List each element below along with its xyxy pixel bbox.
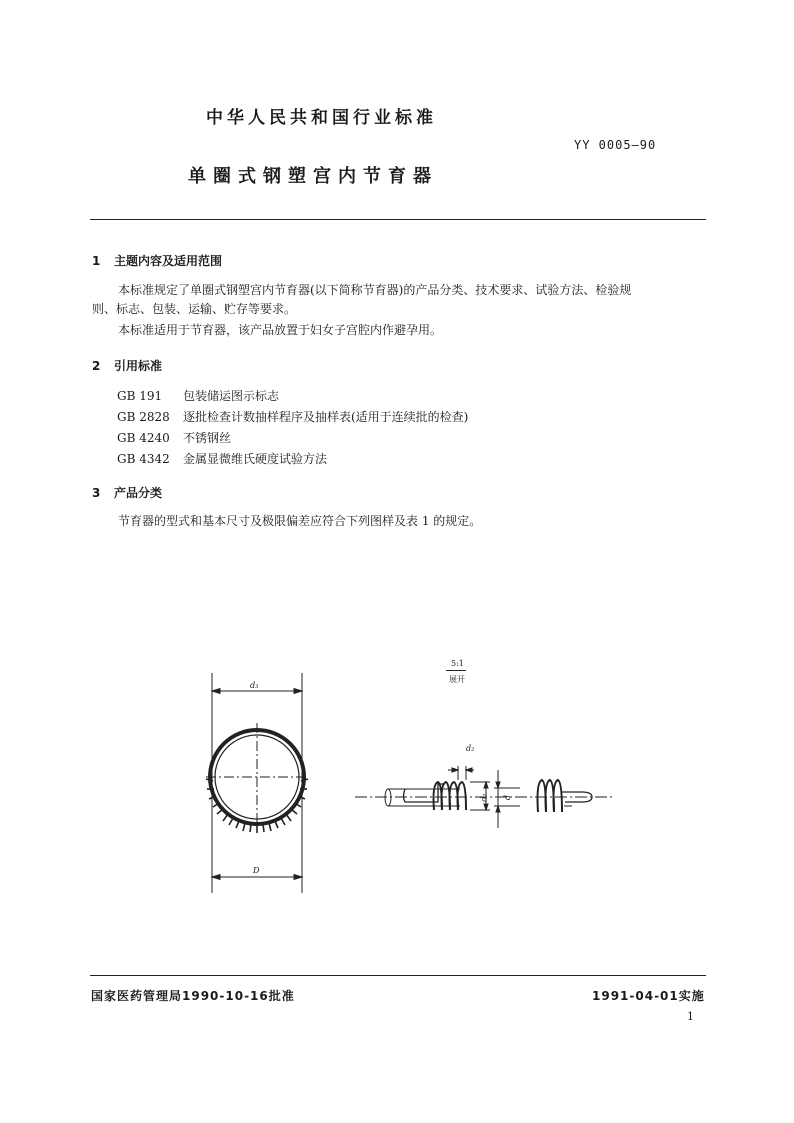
approval-statement: 国家医药管理局1990-10-16批准 xyxy=(91,989,295,1003)
reference-row xyxy=(117,408,468,425)
ring-front-view-figure xyxy=(190,665,330,900)
standard-category-title: 中华人民共和国行业标准 xyxy=(206,108,437,128)
section-3-heading xyxy=(92,484,162,501)
dimension-label-d: d xyxy=(503,794,513,801)
section-title: 引用标准 xyxy=(114,359,163,373)
reference-title: 不锈钢丝 xyxy=(183,431,232,445)
section-1-heading xyxy=(92,252,222,269)
reference-row xyxy=(117,450,327,467)
section-title: 主题内容及适用范围 xyxy=(114,254,223,268)
scale-caption: 展开 xyxy=(449,675,465,684)
section-1-para-1-line-1: 本标准规定了单圈式钢塑宫内节育器(以下简称节育器)的产品分类、技术要求、试验方法、检验规 xyxy=(118,283,632,297)
dimension-label-d2: d₂ xyxy=(466,744,475,753)
section-number: 1 xyxy=(92,254,101,268)
reference-row xyxy=(117,429,231,446)
section-number: 2 xyxy=(92,359,101,373)
scale-ratio: 5:1 xyxy=(451,659,464,668)
effective-date: 1991-04-01实施 xyxy=(592,989,705,1003)
header-divider xyxy=(90,219,706,220)
footer-divider xyxy=(90,975,706,976)
reference-code: GB 4240 xyxy=(117,431,170,445)
section-3-para: 节育器的型式和基本尺寸及极限偏差应符合下列图样及表 1 的规定。 xyxy=(118,514,482,528)
reference-code: GB 2828 xyxy=(117,410,170,424)
section-number: 3 xyxy=(92,486,101,500)
section-2-heading xyxy=(92,357,162,374)
dimension-label-d1: d₁ xyxy=(479,793,489,802)
dimension-label-D: D xyxy=(253,866,260,875)
reference-code: GB 4342 xyxy=(117,452,170,466)
reference-row xyxy=(117,387,279,404)
reference-title: 金属显微维氏硬度试验方法 xyxy=(183,452,328,466)
page-number: 1 xyxy=(687,1010,694,1023)
section-1-para-2: 本标准适用于节育器，该产品放置于妇女子宫腔内作避孕用。 xyxy=(118,323,443,337)
scale-divider xyxy=(446,670,466,671)
coil-side-view-figure xyxy=(350,740,615,830)
reference-title: 包装储运图示标志 xyxy=(183,389,280,403)
section-title: 产品分类 xyxy=(114,486,163,500)
reference-code: GB 191 xyxy=(117,389,163,403)
document-title: 单圈式钢塑宫内节育器 xyxy=(188,166,438,187)
dimension-label-d3: d₃ xyxy=(250,681,259,690)
reference-title: 逐批检查计数抽样程序及抽样表(适用于连续批的检查) xyxy=(183,410,469,424)
standard-code: YY 0005—90 xyxy=(574,138,657,152)
section-1-para-1-line-2: 则、标志、包装、运输、贮存等要求。 xyxy=(92,302,297,316)
